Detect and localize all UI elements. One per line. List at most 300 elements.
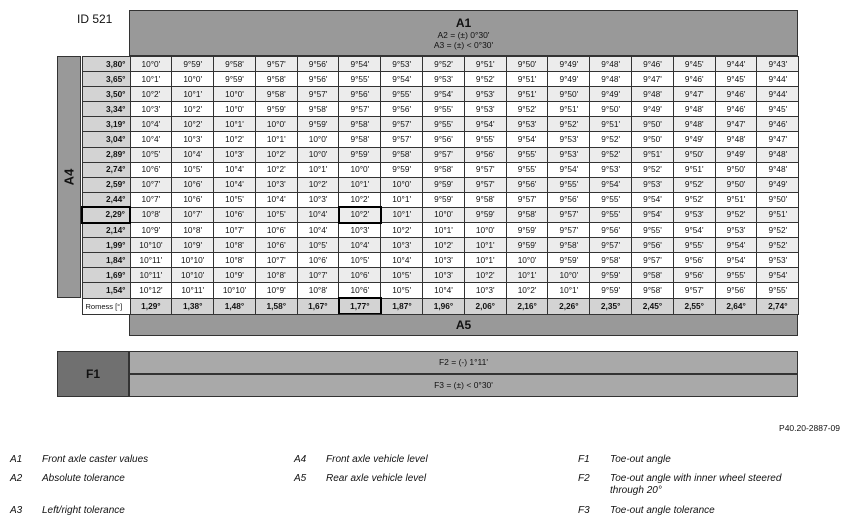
caster-value-cell: 9°58' <box>464 192 506 207</box>
caster-value-cell: 10°1' <box>464 238 506 253</box>
caster-value-cell: 10°4' <box>255 192 297 207</box>
caster-value-cell: 9°57' <box>381 132 423 147</box>
left-right-tolerance-line: A3 = (±) < 0°30' <box>433 40 494 50</box>
caster-value-cell: 10°6' <box>339 283 381 298</box>
caster-value-cell: 10°4' <box>423 283 465 298</box>
front-level-cell: 2,44° <box>82 192 130 207</box>
toe-out-header: F1 <box>57 351 129 397</box>
caster-value-cell: 10°0' <box>214 87 256 102</box>
caster-value-cell: 9°49' <box>757 177 799 192</box>
caster-value-cell: 9°58' <box>632 268 674 283</box>
figure-reference-code: P40.20-2887-09 <box>779 423 840 433</box>
legend-text: Rear axle vehicle level <box>326 473 427 484</box>
caster-value-cell: 10°6' <box>255 223 297 238</box>
caster-value-cell: 10°2' <box>423 238 465 253</box>
rear-level-row <box>82 298 799 314</box>
caster-value-cell: 10°7' <box>172 207 214 222</box>
table-row <box>82 177 799 192</box>
caster-value-cell: 9°52' <box>673 192 715 207</box>
caster-value-cell: 9°46' <box>757 117 799 132</box>
caster-value-cell: 9°51' <box>506 72 548 87</box>
caster-value-cell: 10°5' <box>130 147 172 162</box>
caster-value-cell: 10°1' <box>130 72 172 87</box>
caster-value-cell: 9°54' <box>381 72 423 87</box>
legend-code: A5 <box>294 473 307 484</box>
caster-value-cell: 10°5' <box>172 162 214 177</box>
caster-value-cell: 10°5' <box>214 192 256 207</box>
caster-value-cell: 9°56' <box>673 253 715 268</box>
caster-value-cell: 10°1' <box>339 177 381 192</box>
caster-value-cell: 10°6' <box>297 253 339 268</box>
caster-value-cell: 9°58' <box>255 72 297 87</box>
caster-value-cell: 10°0' <box>297 147 339 162</box>
caster-value-cell: 9°56' <box>673 268 715 283</box>
caster-value-table <box>81 56 799 315</box>
caster-value-cell: 9°49' <box>548 57 590 72</box>
caster-value-cell: 9°56' <box>715 283 757 298</box>
caster-value-cell: 9°47' <box>632 72 674 87</box>
caster-value-cell: 9°53' <box>464 87 506 102</box>
table-row <box>82 132 799 147</box>
caster-value-cell: 9°52' <box>590 132 632 147</box>
caster-value-cell: 9°55' <box>548 177 590 192</box>
caster-value-cell: 10°3' <box>130 102 172 117</box>
caster-value-cell: 10°2' <box>339 192 381 207</box>
caster-value-cell: 9°46' <box>715 102 757 117</box>
caster-value-cell: 10°4' <box>172 147 214 162</box>
caster-value-cell: 10°0' <box>506 253 548 268</box>
legend-code: A3 <box>10 505 23 516</box>
rear-axle-level-header: A5 <box>129 314 798 336</box>
caster-value-cell: 10°4' <box>297 207 339 222</box>
front-level-cell: 1,99° <box>82 238 130 253</box>
caster-value-cell: 10°5' <box>339 253 381 268</box>
caster-value-cell: 9°56' <box>381 102 423 117</box>
front-level-cell: 3,65° <box>82 72 130 87</box>
caster-value-cell: 9°54' <box>423 87 465 102</box>
caster-value-cell: 10°6' <box>172 192 214 207</box>
caster-value-cell: 9°51' <box>757 207 799 222</box>
caster-value-cell: 10°6' <box>214 207 256 222</box>
caster-value-cell: 9°55' <box>339 72 381 87</box>
rear-level-cell: 1,67° <box>297 298 339 314</box>
caster-value-cell: 9°57' <box>381 117 423 132</box>
caster-value-cell: 10°0' <box>381 177 423 192</box>
legend-text: Toe-out angle tolerance <box>610 505 715 516</box>
caster-value-cell: 9°57' <box>423 147 465 162</box>
caster-value-cell: 9°57' <box>506 192 548 207</box>
caster-value-cell: 10°8' <box>297 283 339 298</box>
caster-value-cell: 9°53' <box>423 72 465 87</box>
caster-value-cell: 9°56' <box>297 72 339 87</box>
caster-value-cell: 9°51' <box>506 87 548 102</box>
caster-value-cell: 9°58' <box>255 87 297 102</box>
absolute-tolerance-line: A2 = (±) 0°30' <box>437 30 490 40</box>
table-row <box>82 87 799 102</box>
caster-value-cell: 9°56' <box>297 57 339 72</box>
caster-value-cell: 9°50' <box>632 132 674 147</box>
caster-value-cell: 9°56' <box>339 87 381 102</box>
caster-value-cell: 9°50' <box>548 87 590 102</box>
caster-value-cell: 9°44' <box>757 72 799 87</box>
caster-value-cell: 10°9' <box>130 223 172 238</box>
caster-value-cell: 9°52' <box>548 117 590 132</box>
caster-value-cell: 9°59' <box>506 223 548 238</box>
caster-value-cell: 9°58' <box>423 162 465 177</box>
caster-value-cell: 9°52' <box>423 57 465 72</box>
caster-value-cell: 9°54' <box>339 57 381 72</box>
caster-value-cell: 10°0' <box>548 268 590 283</box>
caster-value-cell: 9°48' <box>673 102 715 117</box>
caster-value-cell: 9°57' <box>673 283 715 298</box>
caster-value-cell: 9°54' <box>757 268 799 283</box>
rear-level-cell: 1,77° <box>339 298 381 314</box>
caster-value-cell: 10°10' <box>172 268 214 283</box>
caster-value-cell: 10°0' <box>130 57 172 72</box>
caster-value-cell: 10°7' <box>214 223 256 238</box>
caster-value-cell: 9°55' <box>423 117 465 132</box>
caster-value-cell: 9°45' <box>757 102 799 117</box>
caster-value-cell: 10°1' <box>172 87 214 102</box>
caster-value-cell: 10°12' <box>130 283 172 298</box>
caster-value-cell: 10°1' <box>297 162 339 177</box>
caster-value-cell: 9°49' <box>632 102 674 117</box>
caster-value-cell: 9°48' <box>673 117 715 132</box>
legend-text: Absolute tolerance <box>42 473 125 484</box>
caster-value-cell: 9°51' <box>673 162 715 177</box>
caster-header <box>129 10 798 56</box>
rear-level-cell: 2,55° <box>673 298 715 314</box>
caster-value-cell: 9°55' <box>673 238 715 253</box>
caster-value-cell: 10°9' <box>255 283 297 298</box>
caster-value-cell: 9°44' <box>757 87 799 102</box>
rear-level-cell: 1,29° <box>130 298 172 314</box>
caster-value-cell: 10°9' <box>214 268 256 283</box>
front-level-cell: 2,74° <box>82 162 130 177</box>
caster-value-cell: 9°56' <box>590 223 632 238</box>
rear-level-cell: 1,38° <box>172 298 214 314</box>
legend-text: Front axle caster values <box>42 454 149 465</box>
caster-value-cell: 9°52' <box>673 177 715 192</box>
caster-value-cell: 10°0' <box>172 72 214 87</box>
caster-value-cell: 9°53' <box>673 207 715 222</box>
front-level-cell: 2,29° <box>82 207 130 222</box>
caster-value-cell: 9°54' <box>715 238 757 253</box>
front-level-cell: 1,84° <box>82 253 130 268</box>
caster-value-cell: 9°59' <box>423 192 465 207</box>
caster-value-cell: 10°7' <box>130 192 172 207</box>
front-level-cell: 1,54° <box>82 283 130 298</box>
caster-value-cell: 10°11' <box>130 253 172 268</box>
caster-value-cell: 9°54' <box>632 192 674 207</box>
caster-value-cell: 9°55' <box>590 192 632 207</box>
caster-value-cell: 10°6' <box>339 268 381 283</box>
caster-value-cell: 9°47' <box>715 117 757 132</box>
caster-value-cell: 10°2' <box>381 223 423 238</box>
rear-level-cell: 2,26° <box>548 298 590 314</box>
caster-value-cell: 9°58' <box>506 207 548 222</box>
caster-value-cell: 10°5' <box>255 207 297 222</box>
caster-value-cell: 10°7' <box>297 268 339 283</box>
front-level-cell: 2,59° <box>82 177 130 192</box>
caster-value-cell: 9°55' <box>506 147 548 162</box>
caster-value-cell: 9°52' <box>757 223 799 238</box>
caster-value-cell: 10°2' <box>255 147 297 162</box>
caster-value-cell: 9°54' <box>673 223 715 238</box>
legend-text: Front axle vehicle level <box>326 454 428 465</box>
legend-text: Toe-out angle <box>610 454 671 465</box>
caster-value-cell: 10°4' <box>381 253 423 268</box>
table-row <box>82 117 799 132</box>
caster-value-cell: 9°56' <box>423 132 465 147</box>
caster-value-cell: 9°46' <box>673 72 715 87</box>
caster-header-title: A1 <box>455 16 472 30</box>
caster-value-cell: 9°52' <box>632 162 674 177</box>
caster-value-cell: 9°52' <box>715 207 757 222</box>
caster-value-cell: 9°51' <box>590 117 632 132</box>
front-level-cell: 3,34° <box>82 102 130 117</box>
caster-value-cell: 10°2' <box>255 162 297 177</box>
caster-value-cell: 10°2' <box>214 132 256 147</box>
table-row <box>82 147 799 162</box>
toe-out-steered-line: F2 = (-) 1°11' <box>129 351 798 374</box>
caster-value-cell: 10°1' <box>506 268 548 283</box>
caster-value-cell: 9°43' <box>757 57 799 72</box>
caster-value-cell: 10°1' <box>381 207 423 222</box>
rear-level-cell: 2,35° <box>590 298 632 314</box>
caster-value-cell: 9°51' <box>548 102 590 117</box>
table-row <box>82 162 799 177</box>
caster-value-cell: 9°50' <box>506 57 548 72</box>
front-axle-level-label: A4 <box>61 168 77 186</box>
caster-value-cell: 9°54' <box>548 162 590 177</box>
legend-code: F2 <box>578 473 590 484</box>
caster-value-cell: 9°56' <box>506 177 548 192</box>
caster-value-cell: 9°56' <box>632 238 674 253</box>
caster-value-cell: 9°58' <box>339 117 381 132</box>
caster-value-cell: 10°4' <box>297 223 339 238</box>
caster-value-cell: 9°56' <box>464 147 506 162</box>
caster-value-cell: 9°45' <box>715 72 757 87</box>
caster-value-cell: 10°4' <box>214 162 256 177</box>
caster-value-cell: 9°56' <box>548 192 590 207</box>
caster-value-cell: 9°53' <box>548 147 590 162</box>
caster-value-cell: 10°4' <box>130 132 172 147</box>
caster-value-cell: 9°50' <box>757 192 799 207</box>
legend-code: F1 <box>578 454 590 465</box>
caster-value-cell: 9°53' <box>548 132 590 147</box>
caster-value-cell: 9°54' <box>506 132 548 147</box>
caster-value-cell: 9°53' <box>464 102 506 117</box>
document-id: ID 521 <box>77 12 113 26</box>
table-row <box>82 102 799 117</box>
caster-value-cell: 9°51' <box>464 57 506 72</box>
caster-value-cell: 10°3' <box>214 147 256 162</box>
caster-value-cell: 9°55' <box>632 223 674 238</box>
front-axle-level-header <box>57 56 81 298</box>
caster-value-cell: 10°2' <box>130 87 172 102</box>
caster-value-cell: 9°46' <box>632 57 674 72</box>
caster-value-cell: 9°52' <box>464 72 506 87</box>
caster-value-cell: 9°53' <box>381 57 423 72</box>
caster-value-cell: 10°3' <box>464 283 506 298</box>
caster-value-cell: 10°1' <box>255 132 297 147</box>
front-level-cell: 1,69° <box>82 268 130 283</box>
caster-value-cell: 9°52' <box>590 147 632 162</box>
caster-value-cell: 9°59' <box>297 117 339 132</box>
rear-level-cell: 1,48° <box>214 298 256 314</box>
caster-value-cell: 9°54' <box>632 207 674 222</box>
caster-value-cell: 10°6' <box>130 162 172 177</box>
front-level-cell: 3,04° <box>82 132 130 147</box>
caster-value-cell: 10°1' <box>464 253 506 268</box>
caster-value-cell: 9°49' <box>548 72 590 87</box>
caster-value-cell: 9°50' <box>590 102 632 117</box>
caster-value-cell: 9°47' <box>673 87 715 102</box>
caster-value-cell: 10°8' <box>172 223 214 238</box>
caster-value-cell: 10°0' <box>297 132 339 147</box>
caster-value-cell: 9°57' <box>590 238 632 253</box>
caster-value-cell: 10°8' <box>214 253 256 268</box>
caster-value-cell: 9°53' <box>632 177 674 192</box>
caster-value-cell: 10°4' <box>130 117 172 132</box>
caster-value-cell: 10°8' <box>214 238 256 253</box>
caster-value-cell: 10°11' <box>172 283 214 298</box>
caster-value-cell: 10°9' <box>172 238 214 253</box>
caster-value-cell: 10°3' <box>381 238 423 253</box>
rear-level-row-label: Romess [°] <box>82 298 130 314</box>
legend-code: A1 <box>10 454 23 465</box>
caster-value-cell: 9°48' <box>757 147 799 162</box>
caster-value-cell: 9°58' <box>214 57 256 72</box>
caster-value-cell: 10°2' <box>172 117 214 132</box>
caster-value-cell: 10°10' <box>130 238 172 253</box>
caster-value-cell: 9°52' <box>506 102 548 117</box>
rear-level-cell: 1,96° <box>423 298 465 314</box>
rear-level-cell: 1,87° <box>381 298 423 314</box>
caster-value-cell: 10°11' <box>130 268 172 283</box>
caster-value-cell: 9°55' <box>757 283 799 298</box>
rear-level-cell: 2,06° <box>464 298 506 314</box>
caster-value-cell: 10°1' <box>423 223 465 238</box>
caster-value-cell: 9°49' <box>590 87 632 102</box>
caster-value-cell: 9°58' <box>548 238 590 253</box>
caster-value-cell: 9°59' <box>214 72 256 87</box>
caster-value-cell: 10°2' <box>172 102 214 117</box>
caster-value-cell: 10°3' <box>423 268 465 283</box>
caster-value-cell: 9°57' <box>297 87 339 102</box>
caster-value-cell: 9°54' <box>590 177 632 192</box>
caster-value-cell: 10°1' <box>548 283 590 298</box>
front-level-cell: 2,89° <box>82 147 130 162</box>
legend-text: Left/right tolerance <box>42 505 125 516</box>
caster-value-cell: 10°5' <box>381 268 423 283</box>
caster-value-cell: 9°51' <box>632 147 674 162</box>
rear-level-cell: 2,64° <box>715 298 757 314</box>
front-level-cell: 2,14° <box>82 223 130 238</box>
table-row <box>82 207 799 222</box>
table-row <box>82 223 799 238</box>
caster-value-cell: 9°59' <box>172 57 214 72</box>
caster-value-cell: 9°49' <box>673 132 715 147</box>
caster-value-cell: 10°3' <box>172 132 214 147</box>
caster-value-cell: 9°53' <box>590 162 632 177</box>
rear-level-cell: 1,58° <box>255 298 297 314</box>
caster-value-cell: 9°57' <box>464 162 506 177</box>
caster-value-cell: 9°45' <box>673 57 715 72</box>
caster-value-cell: 9°58' <box>590 253 632 268</box>
caster-value-cell: 9°52' <box>757 238 799 253</box>
caster-value-cell: 9°58' <box>297 102 339 117</box>
caster-value-cell: 9°53' <box>506 117 548 132</box>
caster-value-cell: 10°3' <box>339 223 381 238</box>
legend-code: A2 <box>10 473 23 484</box>
caster-value-cell: 9°46' <box>715 87 757 102</box>
caster-value-cell: 10°6' <box>172 177 214 192</box>
caster-value-cell: 9°48' <box>757 162 799 177</box>
caster-value-cell: 9°58' <box>381 147 423 162</box>
caster-value-cell: 9°57' <box>548 223 590 238</box>
table-row <box>82 253 799 268</box>
caster-value-cell: 9°54' <box>715 253 757 268</box>
caster-value-cell: 9°59' <box>381 162 423 177</box>
caster-value-cell: 10°4' <box>339 238 381 253</box>
caster-value-cell: 10°1' <box>381 192 423 207</box>
caster-value-cell: 9°53' <box>715 223 757 238</box>
caster-value-cell: 9°59' <box>548 253 590 268</box>
caster-value-cell: 9°57' <box>632 253 674 268</box>
table-row <box>82 268 799 283</box>
caster-value-cell: 9°59' <box>255 102 297 117</box>
caster-value-cell: 10°3' <box>255 177 297 192</box>
caster-value-cell: 10°0' <box>339 162 381 177</box>
caster-value-cell: 10°8' <box>255 268 297 283</box>
caster-value-cell: 9°59' <box>464 207 506 222</box>
caster-value-cell: 10°2' <box>506 283 548 298</box>
caster-value-cell: 10°0' <box>214 102 256 117</box>
front-level-cell: 3,80° <box>82 57 130 72</box>
rear-level-cell: 2,16° <box>506 298 548 314</box>
table-row <box>82 72 799 87</box>
caster-value-cell: 9°58' <box>339 132 381 147</box>
caster-value-cell: 9°50' <box>632 117 674 132</box>
caster-value-cell: 9°57' <box>464 177 506 192</box>
caster-value-cell: 9°50' <box>673 147 715 162</box>
caster-value-cell: 9°51' <box>715 192 757 207</box>
caster-value-cell: 10°2' <box>339 207 381 222</box>
caster-value-cell: 10°2' <box>297 177 339 192</box>
caster-value-cell: 10°10' <box>172 253 214 268</box>
caster-value-cell: 9°53' <box>757 253 799 268</box>
caster-value-cell: 9°59' <box>506 238 548 253</box>
caster-value-cell: 10°7' <box>255 253 297 268</box>
caster-value-cell: 9°54' <box>464 117 506 132</box>
caster-value-cell: 9°48' <box>632 87 674 102</box>
table-row <box>82 57 799 72</box>
caster-value-cell: 10°0' <box>423 207 465 222</box>
caster-value-cell: 9°59' <box>339 147 381 162</box>
caster-value-cell: 9°47' <box>757 132 799 147</box>
caster-value-cell: 10°0' <box>255 117 297 132</box>
caster-value-cell: 9°49' <box>715 147 757 162</box>
caster-value-cell: 9°55' <box>464 132 506 147</box>
caster-value-cell: 9°55' <box>715 268 757 283</box>
caster-value-cell: 9°59' <box>590 283 632 298</box>
legend-code: F3 <box>578 505 590 516</box>
caster-value-cell: 10°6' <box>255 238 297 253</box>
caster-value-cell: 9°55' <box>423 102 465 117</box>
caster-value-cell: 9°57' <box>339 102 381 117</box>
